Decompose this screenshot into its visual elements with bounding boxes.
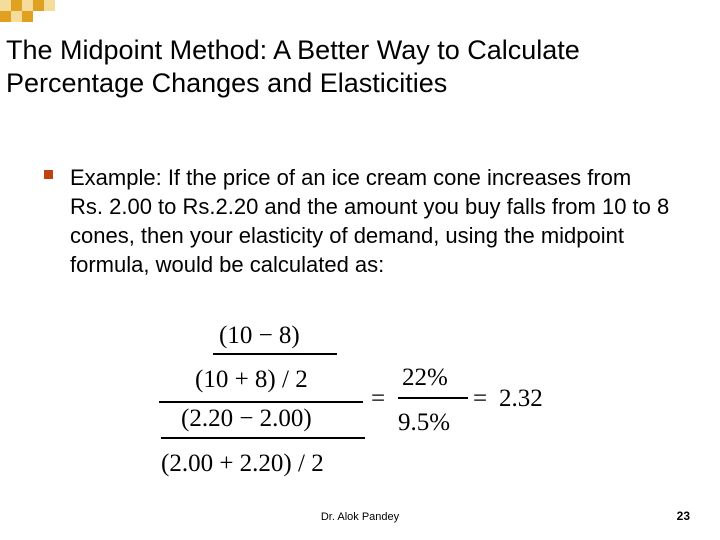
top-numerator: (10 − 8) (219, 322, 300, 349)
square-bullet-icon (44, 170, 53, 179)
equals-sign-1: = (371, 385, 386, 412)
decorative-checker-pattern (0, 0, 60, 26)
bullet-text: Example: If the price of an ice cream cone increases from Rs. 2.00 to Rs.2.20 and the amount you buy falls from 10 to 8 cones, then your elasticity of demand, using the midpoint formula, would be calculated as: (70, 165, 670, 277)
percent-fraction-bar (398, 397, 468, 399)
percent-denominator: 9.5% (398, 409, 451, 436)
top-fraction-bar (213, 353, 337, 355)
page-number: 23 (676, 509, 690, 523)
elasticity-formula (155, 320, 575, 480)
main-fraction-bar (159, 401, 363, 403)
bottom-numerator: (2.20 − 2.00) (181, 405, 312, 432)
equals-sign-2: = (473, 385, 488, 412)
elasticity-result: 2.32 (499, 385, 543, 412)
percent-numerator: 22% (402, 364, 448, 391)
bottom-fraction-bar (161, 437, 365, 439)
footer-author: Dr. Alok Pandey (320, 511, 400, 523)
slide-title: The Midpoint Method: A Better Way to Calculate Percentage Changes and Elasticities (6, 35, 580, 98)
bottom-denominator: (2.00 + 2.20) / 2 (161, 450, 324, 477)
top-denominator: (10 + 8) / 2 (195, 366, 308, 393)
